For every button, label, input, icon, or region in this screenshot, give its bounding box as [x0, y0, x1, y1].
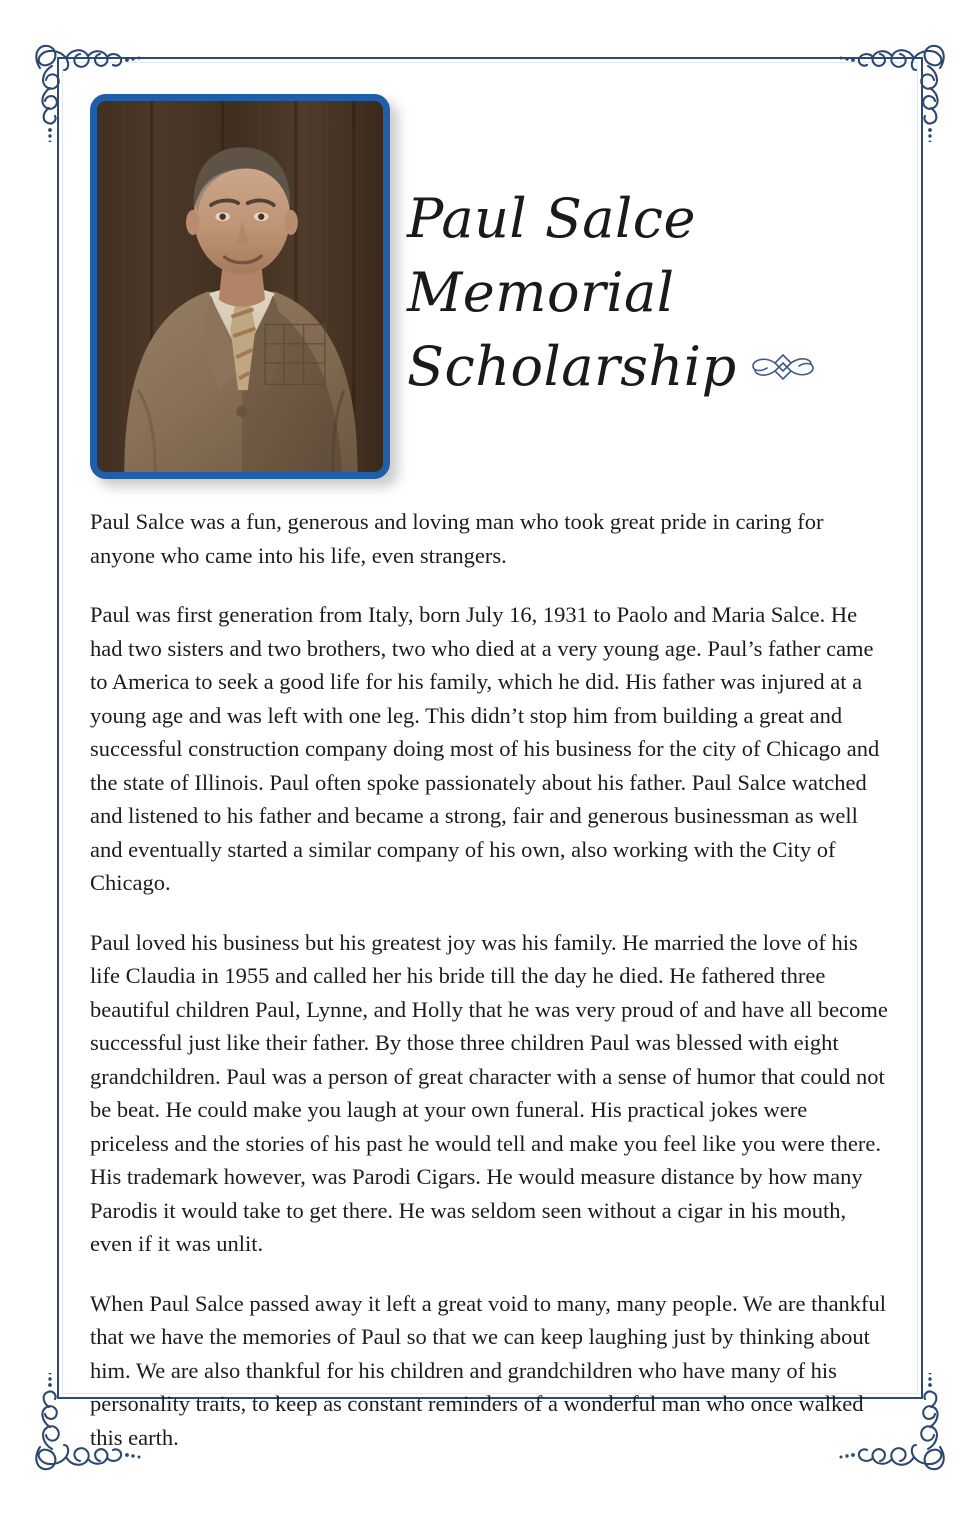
- fleuron-ornament-icon: [751, 350, 815, 384]
- title-line-3-row: [407, 330, 907, 404]
- title-line-3: Scholarship: [407, 335, 737, 398]
- memorial-body-text: [90, 505, 890, 1454]
- page-title: [407, 182, 907, 404]
- paragraph-2: Paul was first generation from Italy, born July 16, 1931 to Paolo and Maria Salce. He had two sisters and two brothers, two who died at a very young age. Paul’s father came to America to seek a good life for his family, which he did. His father was injured at a young age and was left with one leg. This didn’t stop him from building a great and successful construction company doing most of his business for the city of Chicago and the state of Illinois. Paul often spoke passionately about his father. Paul Salce watched and listened to his father and became a strong, fair and generous businessman as well and eventually started a similar company of his own, also working with the City of Chicago.: [90, 602, 880, 895]
- paragraph-3: Paul loved his business but his greatest joy was his family. He married the love of his life Claudia in 1955 and called her his bride till the day he died. He fathered three beautiful children Paul, Lynne, and Holly that he was very proud of and have all become successful just like their father. By those three children Paul was blessed with eight grandchildren. Paul was a person of great character with a sense of humor that could not be beat. He could make you laugh at your own funeral. His practical jokes were priceless and the stories of his past he would tell and make you feel like you were there. His trademark however, was Parodi Cigars. He would measure distance by how many Parodis it would take to get there. He was seldom seen without a cigar in his mouth, even if it was unlit.: [90, 929, 888, 1256]
- title-line-1: Paul Salce: [407, 187, 696, 250]
- portrait-photo: [90, 94, 390, 479]
- title-line-2: Memorial: [407, 261, 675, 324]
- portrait-frame: [90, 94, 390, 479]
- page-header: [62, 62, 918, 494]
- paragraph-1: Paul Salce was a fun, generous and loving man who took great pride in caring for anyone who came into his life, even strangers.: [90, 509, 824, 568]
- portrait-image: [97, 101, 383, 472]
- paragraph-4: When Paul Salce passed away it left a great void to many, many people. We are thankful that we have the memories of Paul so that we can keep laughing just by thinking about him. We are also thankful for his children and grandchildren who have many of his personality traits, to keep as constant reminders of a wonderful man who once walked this earth.: [90, 1290, 887, 1450]
